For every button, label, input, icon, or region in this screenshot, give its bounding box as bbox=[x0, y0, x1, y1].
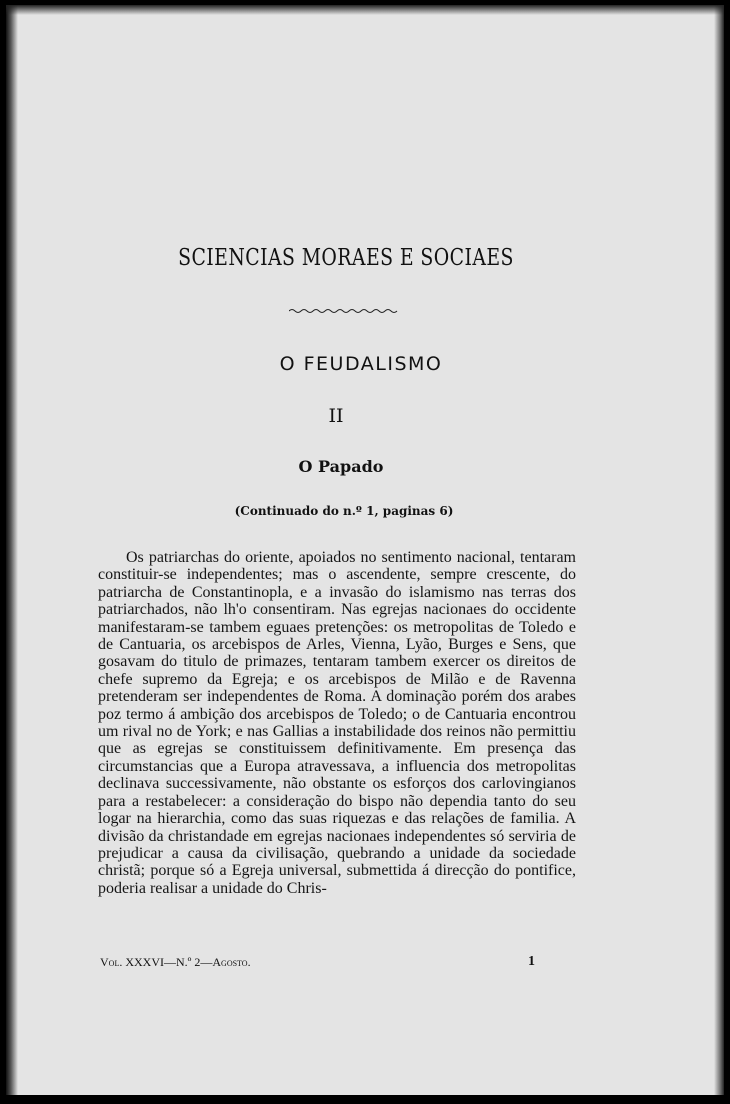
scanned-page bbox=[6, 5, 724, 1095]
article-title: O FEUDALISMO bbox=[279, 353, 443, 375]
body-paragraph: Os patriarchas do oriente, apoiados no sentimento nacional, tentaram constituir-se independentes; mas o ascendente, sempre crescente, do patriarcha de Constantinopla, e a invasão do islamismo nas terras dos patriarchados, não lh'o consentiram. Nas egrejas nacionaes do occidente manifestaram-se tambem eguaes pretenções: os metropolitas de Toledo e de Cantuaria, os arcebispos de Arles, Vienna, Lyão, Burges e Sens, que gosavam do titulo de primazes, tentaram tambem exercer os direitos de chefe supremo da Egreja; e os arcebispos de Milão e de Ravenna pretenderam ser independentes de Roma. A dominação porém dos arabes poz termo á ambição dos arcebispos de Toledo; o de Cantuaria encontrou um rival no de York; e nas Gallias a instabilidade dos reinos não permittiu que as egrejas se constituissem definitivamente. Em presença das circumstancias que a Europa atravessava, a influencia dos metropolitas declinava successivamente, não obstante os esforços dos carlovingianos para a restabelecer: a consideração do bispo não dependia tanto do seu logar na hierarchia, como das suas riquezas e das relações de familia. A divisão da christandade em egrejas nacionaes independentes só serviria de prejudicar a causa da civilisação, quebrando a unidade da sociedade christã; porque só a Egreja universal, submettida á direcção do pontifice, poderia realisar a unidade do Chris- bbox=[98, 549, 576, 897]
continuation-note: (Continuado do n.º 1, paginas 6) bbox=[234, 504, 454, 518]
scan-shadow-left bbox=[6, 5, 18, 1095]
signature-mark: 1 bbox=[528, 954, 535, 969]
part-number: II bbox=[328, 405, 344, 427]
section-title: SCIENCIAS MORAES E SOCIAES bbox=[178, 245, 514, 271]
scan-shadow-top bbox=[6, 5, 724, 15]
wavy-rule-ornament bbox=[289, 307, 401, 315]
scan-shadow-right bbox=[714, 5, 724, 1095]
volume-footer: Vol. XXXVI—N.º 2—Agosto. bbox=[100, 955, 251, 969]
article-subtitle: O Papado bbox=[298, 457, 384, 476]
